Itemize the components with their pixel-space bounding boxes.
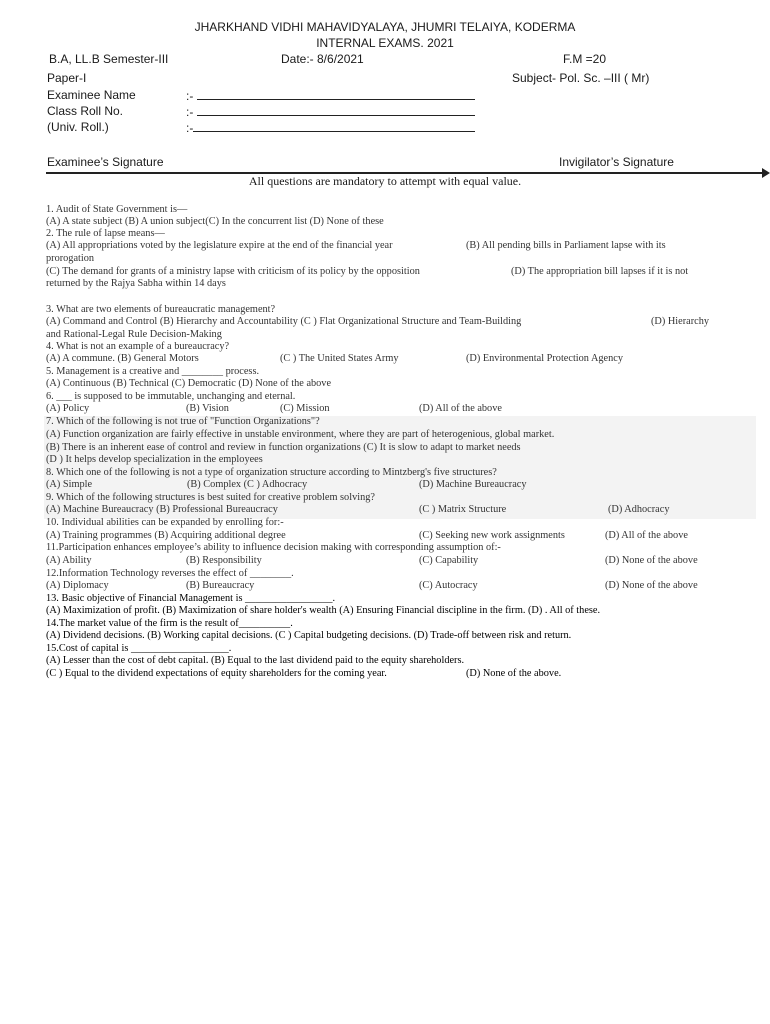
question-13: 13. Basic objective of Financial Management is _________________. (46, 593, 336, 604)
option-8d: (D) Machine Bureaucracy (419, 479, 527, 490)
options-14: (A) Dividend decisions. (B) Working capital decisions. (C ) Capital budgeting decisions. (D) Trade-off between risk and return. (46, 630, 572, 641)
option-3d-cont: and Rational-Legal Rule Decision-Making (46, 329, 222, 340)
univ-roll-field[interactable] (186, 120, 475, 135)
option-12a: (A) Diplomacy (46, 580, 109, 591)
question-14: 14.The market value of the firm is the result of__________. (46, 618, 293, 629)
option-6b: (B) Vision (186, 403, 229, 414)
option-15c: (C ) Equal to the dividend expectations of equity shareholders for the coming year. (46, 668, 387, 679)
option-2d: (D) The appropriation bill lapses if it is not (511, 266, 689, 277)
option-9c: (C ) Matrix Structure (419, 504, 507, 515)
option-8bc: (B) Complex (C ) Adhocracy (187, 479, 308, 490)
full-marks: F.M =20 (563, 52, 607, 66)
class-roll-field[interactable] (186, 104, 475, 119)
question-9: 9. Which of the following structures is best suited for creative problem solving? (46, 492, 375, 503)
invigilator-signature-label: Invigilator’s Signature (559, 155, 674, 169)
option-4d: (D) Environmental Protection Agency (466, 353, 623, 364)
question-15: 15.Cost of capital is ___________________. (46, 643, 232, 654)
options-3: (A) Command and Control (B) Hierarchy and Accountability (C ) Flat Organizational Structure and Team-Building (46, 316, 522, 327)
option-9ab: (A) Machine Bureaucracy (B) Professional Bureaucracy (46, 504, 278, 515)
question-4: 4. What is not an example of a bureaucracy? (46, 341, 230, 352)
option-2c: (C) The demand for grants of a ministry lapse with criticism of its policy by the opposition (46, 266, 420, 277)
option-6c: (C) Mission (280, 403, 330, 414)
question-11: 11.Participation enhances employee’s ability to influence decision making with corresponding assumption of:- (46, 542, 501, 553)
options-1: (A) A state subject (B) A union subject(C) In the concurrent list (D) None of these (46, 216, 384, 227)
question-10: 10. Individual abilities can be expanded by enrolling for:- (46, 517, 284, 528)
option-12c: (C) Autocracy (419, 580, 478, 591)
options-13: (A) Maximization of profit. (B) Maximization of share holder's wealth (A) Ensuring Financial discipline in the firm. (D) . All of these. (46, 605, 601, 616)
subject-label: Subject- Pol. Sc. –III ( Mr) (512, 71, 650, 85)
examinee-signature-label: Examinee’s Signature (47, 155, 164, 169)
option-8a: (A) Simple (46, 479, 93, 490)
options-5: (A) Continuous (B) Technical (C) Democratic (D) None of the above (46, 378, 332, 389)
option-11a: (A) Ability (46, 555, 92, 566)
options-4ab: (A) A commune. (B) General Motors (46, 353, 199, 364)
question-8: 8. Which one of the following is not a type of organization structure according to Mintzberg's five structures? (46, 467, 497, 478)
option-11b: (B) Responsibility (186, 555, 262, 566)
instruction-text: All questions are mandatory to attempt with equal value. (248, 174, 522, 188)
option-3d: (D) Hierarchy (651, 316, 710, 327)
question-1: 1. Audit of State Government is— (46, 204, 188, 215)
option-10c: (C) Seeking new work assignments (419, 530, 565, 541)
option-2b: (B) All pending bills in Parliament lapse with its (466, 240, 666, 251)
option-7bc: (B) There is an inherent ease of control and review in function organizations (C) It is slow to adapt to market needs (46, 442, 521, 453)
class-roll-label: Class Roll No. (47, 104, 124, 118)
option-15d: (D) None of the above. (466, 668, 562, 679)
option-10ab: (A) Training programmes (B) Acquiring additional degree (46, 530, 286, 541)
exam-title: INTERNAL EXAMS. 2021 (316, 36, 454, 50)
option-10d: (D) All of the above (605, 530, 688, 541)
option-7d: (D ) It helps develop specialization in the employees (46, 454, 263, 465)
option-7a: (A) Function organization are fairly effective in unstable environment, where they are part of heterogenious, global market. (46, 429, 555, 440)
option-2d-cont: returned by the Rajya Sabha within 14 days (46, 278, 226, 289)
option-11c: (C) Capability (419, 555, 479, 566)
question-2: 2. The rule of lapse means— (46, 228, 165, 239)
option-12d: (D) None of the above (605, 580, 698, 591)
option-4c: (C ) The United States Army (280, 353, 399, 364)
question-7: 7. Which of the following is not true of "Function Organizations"? (46, 416, 320, 427)
option-2a: (A) All appropriations voted by the legislature expire at the end of the financial year (46, 240, 393, 251)
option-11d: (D) None of the above (605, 555, 698, 566)
option-9d: (D) Adhocracy (608, 504, 670, 515)
examinee-name-label: Examinee Name (47, 88, 136, 102)
exam-date: Date:- 8/6/2021 (281, 52, 364, 66)
univ-roll-label: (Univ. Roll.) (47, 120, 109, 134)
examinee-name-field[interactable] (186, 88, 475, 103)
question-5: 5. Management is a creative and ________ process. (46, 366, 260, 377)
options-15ab: (A) Lesser than the cost of debt capital. (B) Equal to the last dividend paid to the equity shareholders. (46, 655, 465, 666)
colon: :- (186, 121, 194, 135)
option-2b-cont: prorogation (46, 253, 95, 264)
paper-label: Paper-I (47, 71, 87, 85)
question-6: 6. ___ is supposed to be immutable, unchanging and eternal. (46, 391, 296, 402)
option-6a: (A) Policy (46, 403, 90, 414)
option-6d: (D) All of the above (419, 403, 502, 414)
colon: :- (186, 105, 194, 119)
question-3: 3. What are two elements of bureaucratic management? (46, 304, 276, 315)
colon: :- (186, 89, 194, 103)
course-label: B.A, LL.B Semester-III (49, 52, 169, 66)
question-12: 12.Information Technology reverses the effect of ________. (46, 568, 294, 579)
college-name: JHARKHAND VIDHI MAHAVIDYALAYA, JHUMRI TELAIYA, KODERMA (194, 20, 576, 34)
option-12b: (B) Bureaucracy (186, 580, 255, 591)
